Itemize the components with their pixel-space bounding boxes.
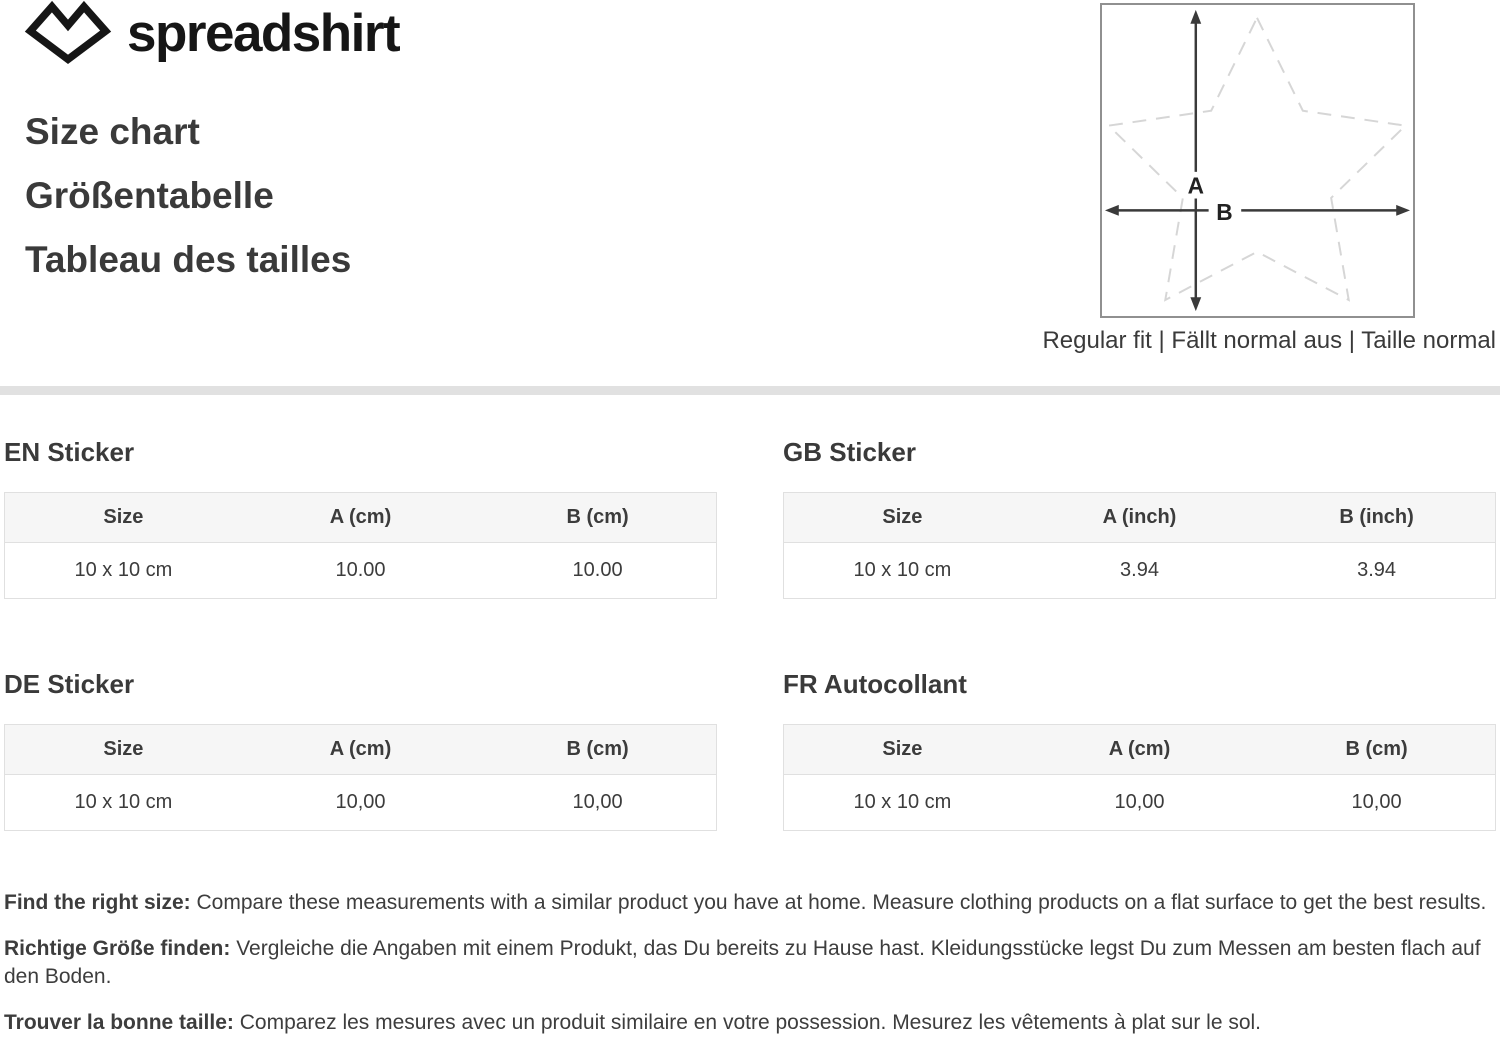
cell-size: 10 x 10 cm [784,543,1021,599]
col-a: A (inch) [1021,493,1258,543]
size-tables [4,437,1496,831]
table-header-row [784,493,1496,543]
col-a: A (cm) [242,725,479,775]
measurement-diagram [1100,3,1415,318]
cell-size: 10 x 10 cm [5,775,242,831]
diagram-label-b: B [1216,199,1233,226]
section-divider [0,386,1500,395]
size-table-fr [783,724,1496,831]
col-size: Size [5,493,242,543]
cell-b: 3.94 [1258,543,1495,599]
col-size: Size [784,493,1021,543]
page-title-en: Size chart [25,111,200,152]
note-de-lead: Richtige Größe finden: [4,937,231,960]
spreadshirt-heart-icon [25,1,111,65]
width-arrow [1105,205,1410,216]
table-header-row [5,493,717,543]
brand-logo [25,0,399,66]
brand-wordmark: spreadshirt [127,3,400,63]
note-fr-text: Comparez les mesures avec un produit similaire en votre possession. Mesurez les vêtements à plat sur le sol. [239,1011,1262,1034]
note-fr [4,1009,1496,1037]
cell-b: 10,00 [479,775,716,831]
note-en-lead: Find the right size: [4,891,191,914]
table-title-fr: FR Autocollant [783,669,967,699]
sizing-notes [4,889,1496,1037]
table-block-fr [783,669,1496,831]
cell-a: 10.00 [242,543,479,599]
table-title-de: DE Sticker [4,669,135,699]
col-b: B (cm) [479,493,716,543]
col-b: B (cm) [1258,725,1495,775]
note-en [4,889,1496,917]
note-fr-lead: Trouver la bonne taille: [4,1011,234,1034]
table-row [784,543,1496,599]
cell-a: 10,00 [1021,775,1258,831]
size-table-en [4,492,717,599]
diagram-label-a: A [1187,172,1204,199]
table-title-en: EN Sticker [4,437,135,467]
size-table-gb [783,492,1496,599]
cell-size: 10 x 10 cm [5,543,242,599]
page-title-fr: Tableau des tailles [25,239,352,280]
note-en-text: Compare these measurements with a similar product you have at home. Measure clothing products on a flat surface to get the best results. [196,891,1487,914]
cell-b: 10.00 [479,543,716,599]
height-arrow [1190,10,1201,311]
col-a: A (cm) [242,493,479,543]
table-row [784,775,1496,831]
cell-b: 10,00 [1258,775,1495,831]
table-row [5,543,717,599]
table-header-row [5,725,717,775]
page-title-de: Größentabelle [25,175,274,216]
size-table-de [4,724,717,831]
col-size: Size [784,725,1021,775]
cell-size: 10 x 10 cm [784,775,1021,831]
cell-a: 10,00 [242,775,479,831]
col-a: A (cm) [1021,725,1258,775]
note-de [4,935,1496,991]
header [0,0,1500,386]
table-row [5,775,717,831]
table-block-en [4,437,717,599]
cell-a: 3.94 [1021,543,1258,599]
col-size: Size [5,725,242,775]
table-block-gb [783,437,1496,599]
col-b: B (inch) [1258,493,1495,543]
col-b: B (cm) [479,725,716,775]
fit-note: Regular fit | Fällt normal aus | Taille normal [1042,327,1496,354]
star-outline [1109,18,1406,300]
note-de-text: Vergleiche die Angaben mit einem Produkt, das Du bereits zu Hause hast. Kleidungsstücke legst Du zum Messen am besten flach auf den Boden. [4,937,1481,988]
page-titles [25,100,351,292]
table-title-gb: GB Sticker [783,437,916,467]
table-header-row [784,725,1496,775]
table-block-de [4,669,717,831]
